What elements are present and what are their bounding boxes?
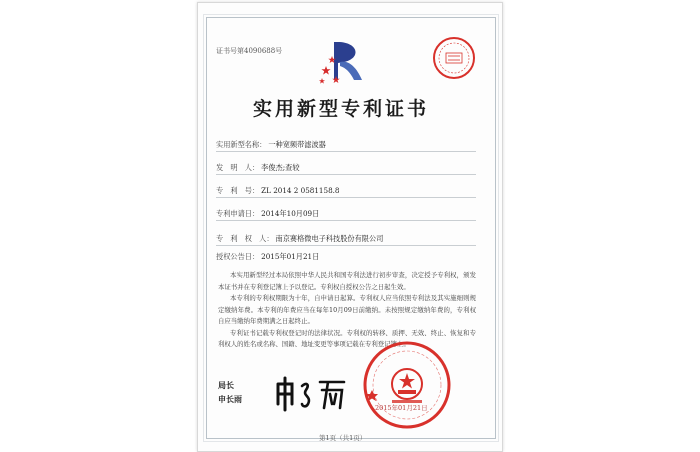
divider bbox=[216, 174, 476, 175]
certificate-title: 实用新型专利证书 bbox=[253, 98, 430, 120]
divider bbox=[216, 151, 476, 152]
page-footer: 第1页（共1页） bbox=[319, 434, 367, 442]
stamp-date: 2015年01月21日 bbox=[375, 404, 428, 412]
body-paragraph: 本实用新型经过本局依照中华人民共和国专利法进行初步审查，决定授予专利权，颁发本证书并在专利登记簿上予以登记。专利权自授权公告之日起生效。 bbox=[218, 271, 476, 291]
round-seal-icon bbox=[432, 36, 476, 80]
field-label: 专 利 权 人： bbox=[216, 234, 274, 243]
field-patentee bbox=[216, 234, 383, 244]
field-utility-name bbox=[216, 140, 326, 150]
national-emblem-seal-icon bbox=[362, 340, 452, 430]
body-paragraph: 本专利的专利权期限为十年，自申请日起算。专利权人应当依照专利法及其实施细则规定缴纳年费。本专利的年费应当在每年10月09日前缴纳。未按照规定缴纳年费的，专利权自应当缴纳年费期满之日起终止。 bbox=[218, 294, 476, 325]
director-name: 申长雨 bbox=[218, 394, 242, 404]
divider bbox=[216, 245, 476, 246]
body-paragraph: 专利证书记载专利权登记时的法律状况。专利权的转移、质押、无效、终止、恢复和专利权人的姓名或名称、国籍、地址变更等事项记载在专利登记簿上。 bbox=[218, 328, 476, 348]
field-value: 2015年01月21日 bbox=[261, 252, 320, 261]
field-label: 授权公告日： bbox=[216, 252, 260, 261]
field-value: 一种宽频带滤波器 bbox=[268, 140, 326, 149]
field-value: 2014年10月09日 bbox=[261, 209, 320, 218]
director-signature bbox=[272, 374, 350, 414]
field-label: 专 利 号： bbox=[216, 186, 260, 195]
field-grant-date bbox=[216, 252, 319, 262]
field-label: 专利申请日： bbox=[216, 209, 260, 218]
field-application-date bbox=[216, 209, 319, 219]
field-value: ZL 2014 2 0581158.8 bbox=[261, 186, 340, 195]
divider bbox=[216, 220, 476, 221]
field-value: 李俊杰;查较 bbox=[261, 163, 300, 172]
field-label: 实用新型名称： bbox=[216, 140, 267, 149]
certificate-body bbox=[218, 270, 476, 351]
field-inventor bbox=[216, 163, 300, 173]
field-label: 发 明 人： bbox=[216, 163, 260, 172]
field-value: 南京赛格微电子科技股份有限公司 bbox=[275, 234, 384, 243]
director-title: 局长 bbox=[218, 380, 234, 390]
field-patent-number bbox=[216, 186, 340, 196]
certificate-number: 证书号第4090688号 bbox=[216, 47, 283, 55]
divider bbox=[216, 197, 476, 198]
patent-office-logo-icon bbox=[318, 36, 370, 86]
